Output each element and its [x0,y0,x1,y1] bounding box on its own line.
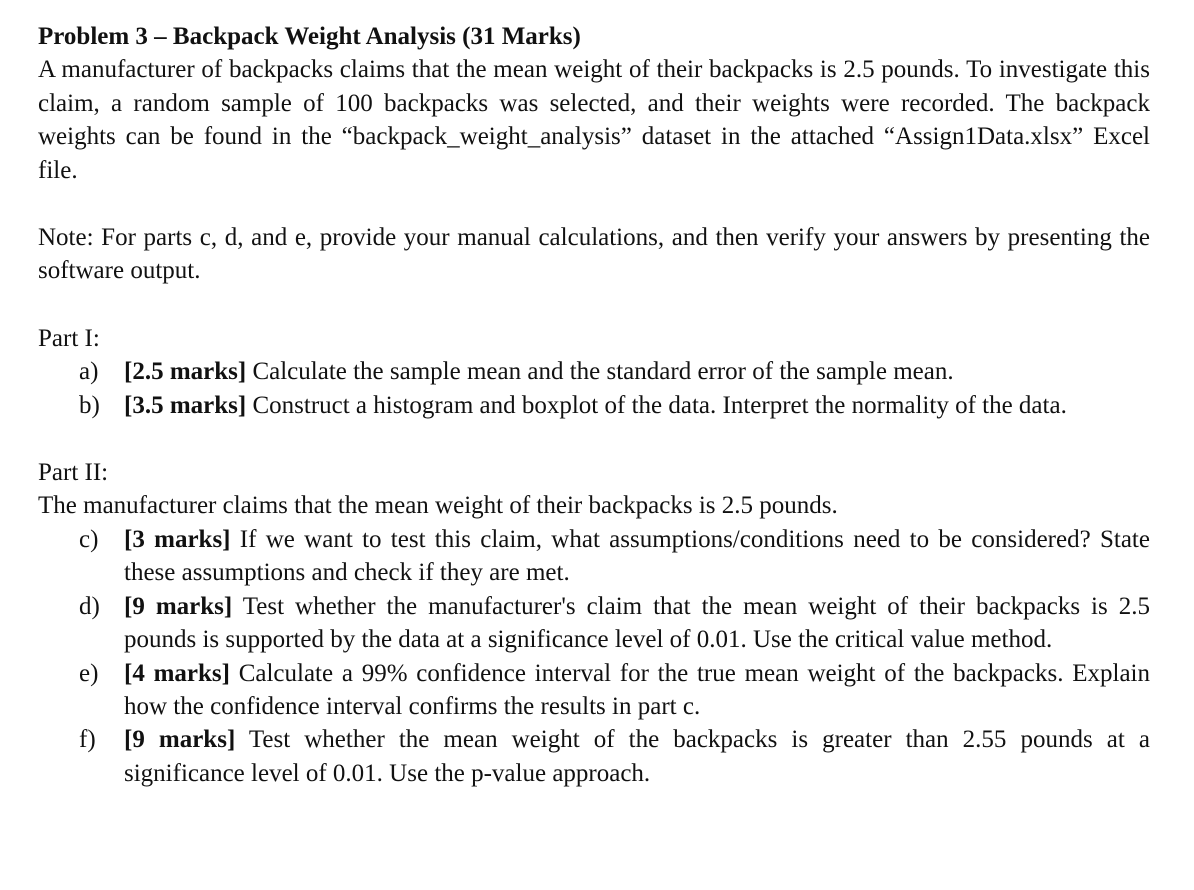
item-letter: b) [79,391,100,419]
spacer [38,187,1150,221]
list-item [38,590,1150,657]
intro-paragraph: A manufacturer of backpacks claims that the mean weight of their backpacks is 2.5 pounds. To investigate this claim, a random sample of 100 backpacks was selected, and their weights were recorded. The backpack weights can be found in the “backpack_weight_analysis” dataset in the attached “Assign1Data.xlsx” Excel file. [38,56,1150,184]
item-text: Calculate the sample mean and the standard error of the sample mean. [246,358,954,386]
spacer [38,288,1150,322]
item-marks: [3 marks] [124,525,231,553]
part-1-list [38,355,1150,422]
note-paragraph: Note: For parts c, d, and e, provide your manual calculations, and then verify your answers by presenting the software output. [38,224,1150,285]
document-page [38,20,1150,790]
item-marks: [2.5 marks] [124,358,247,386]
list-item [38,523,1150,590]
item-letter: e) [79,659,99,687]
item-text: Construct a histogram and boxplot of the data. Interpret the normality of the data. [246,391,1067,419]
list-item [38,355,1150,388]
item-text: Calculate a 99% confidence interval for the true mean weight of the backpacks. Explain how the confidence interval confirms the results in part c. [124,659,1150,720]
item-text: Test whether the manufacturer's claim that the mean weight of their backpacks is 2.5 pounds is supported by the data at a significance level of 0.01. Use the critical value method. [124,592,1150,654]
part-2-intro: The manufacturer claims that the mean weight of their backpacks is 2.5 pounds. [38,492,838,520]
item-marks: [3.5 marks] [124,391,247,419]
item-text: Test whether the mean weight of the backpacks is greater than 2.55 pounds at a significance level of 0.01. Use the p-value approach. [124,726,1150,787]
item-letter: f) [79,726,96,754]
part-2-label: Part II: [38,459,109,487]
spacer [38,422,1150,456]
list-item [38,657,1150,724]
item-text: If we want to test this claim, what assumptions/conditions need to be considered? State these assumptions and check if they are met. [124,525,1150,587]
item-letter: c) [79,525,99,553]
list-item [38,389,1150,422]
part-2-list [38,523,1150,790]
item-letter: a) [79,358,99,386]
item-marks: [9 marks] [124,592,233,620]
problem-title: Problem 3 – Backpack Weight Analysis (31 Marks) [38,23,581,50]
part-1-label: Part I: [38,324,100,352]
item-marks: [9 marks] [124,726,236,754]
item-letter: d) [79,592,100,620]
list-item [38,723,1150,790]
item-marks: [4 marks] [124,659,230,687]
